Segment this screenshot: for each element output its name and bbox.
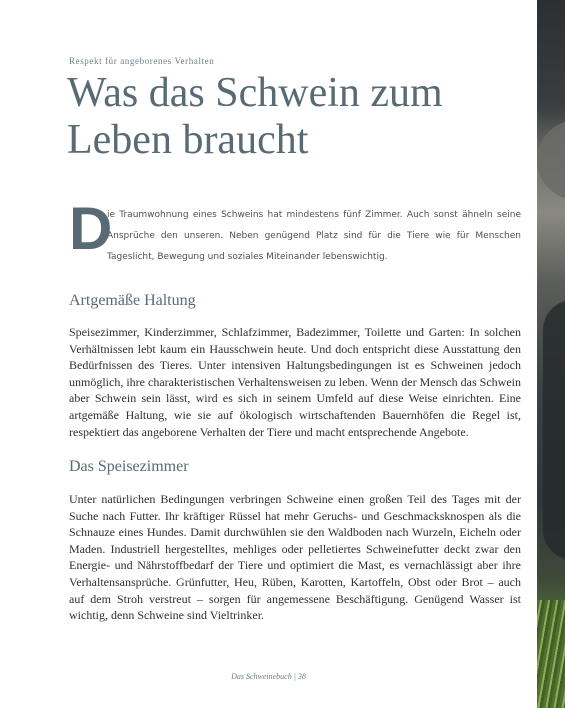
pig-ear-shape <box>537 120 565 200</box>
section-heading-speisezimmer: Das Speisezimmer <box>69 458 189 475</box>
drop-cap: D <box>69 195 113 262</box>
page-title <box>67 70 527 164</box>
page-footer: Das Schweinebuch | 38 <box>231 672 306 681</box>
title-line-2: Leben braucht <box>67 117 309 163</box>
section-heading-artgemaesse-haltung: Artgemäße Haltung <box>69 292 196 309</box>
title-line-1: Was das Schwein zum <box>67 70 443 116</box>
section-text-artgemaesse-haltung: Speisezimmer, Kinderzimmer, Schlafzimmer, Badezimmer, Toilette und Garten: In solchen Verhältnissen lebt kaum ein Hausschwein heute. Und doch entspricht diese Ausstattung den Bedürfnissen des Tieres. Unter intensiven Haltungsbedingungen ist es Schweinen jedoch unmöglich, ihre charakteristischen Verhaltensweisen zu leben. Wenn der Mensch das Schwein aber Schwein sein lässt, wird es sich in seinem Umfeld auf diese Weise einrichten. Eine artgemäße Haltung, wie sie auf ökologisch wirtschaftenden Bauernhöfen die Regel ist, respektiert das angeborene Verhalten der Tiere und macht entsprechende Angebote. <box>69 325 521 439</box>
section-text-speisezimmer: Unter natürlichen Bedingungen verbringen Schweine einen großen Teil des Tages mit der Suche nach Futter. Ihr kräftiger Rüssel hat mehr Geruchs- und Geschmacksknospen als die Schnauze eines Hundes. Damit durchwühlen sie den Waldboden nach Wurzeln, Eicheln oder Maden. Industriell hergestelltes, mehliges oder pelletiertes Schweinefutter deckt zwar den Energie- und Nährstoffbedarf der Tiere und optimiert die Mast, es vernachlässigt aber ihre Verhaltensansprüche. Grünfutter, Heu, Rüben, Karotten, Kartoffeln, Obst oder Brot – auch auf dem Stroh verstreut – sorgen für angemessene Beschäftigung. Genügend Wasser ist wichtig, denn Schweine sind Vieltrinker. <box>69 492 521 623</box>
pig-body-shape <box>543 300 565 560</box>
pig-photo-edge <box>537 0 565 708</box>
grass-shape <box>537 600 565 708</box>
kicker: Respekt für angeborenes Verhalten <box>69 56 215 66</box>
intro-block <box>69 195 521 268</box>
intro-text: ie Traumwohnung eines Schweins hat mindestens fünf Zimmer. Auch sonst ähneln seine Ansprüche den unseren. Neben genügend Platz sind für die Tiere wie für Menschen Tageslicht, Bewegung und soziales Miteinander lebenswichtig. <box>107 210 521 262</box>
